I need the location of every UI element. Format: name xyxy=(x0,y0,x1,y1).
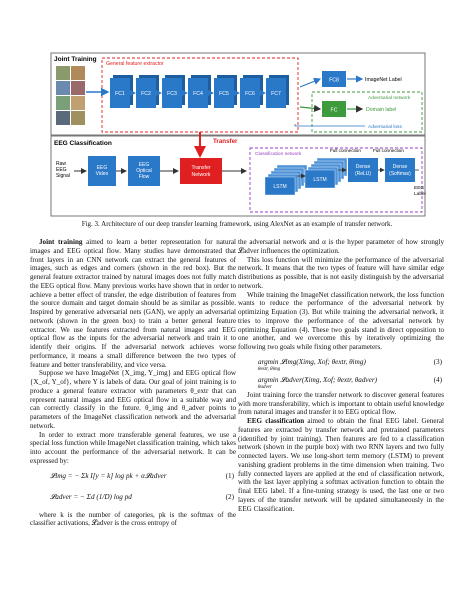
eeg-classification-paragraph xyxy=(238,417,444,513)
dense-relu-line2: (ReLU) xyxy=(354,171,372,177)
dense-relu-box xyxy=(348,158,378,182)
dense-softmax-line2: (Softmax) xyxy=(389,171,411,177)
fc-layer-fc3 xyxy=(162,75,187,108)
fc-layer-fc7 xyxy=(266,75,289,108)
equation-4-number: (4) xyxy=(433,375,442,384)
gfe-label: General feature extractor xyxy=(106,61,164,67)
joint-training-paragraph xyxy=(30,238,236,369)
svg-text:FC7: FC7 xyxy=(271,91,281,97)
fc-layer-fc5 xyxy=(214,75,239,108)
suppose-paragraph: Suppose we have ImageNet {X_img, Y_img} and EEG optical flow {X_of, Y_of}, where Y is labels of data. Our goal of joint training is to produce a general feature extractor with parameters θ_extr that can represent natural images and EEG optical flow in a suitable way and can correctly classify in the future. θ_img and θ_adver points to parameters of the ImageNet classification network and the adversarial network. xyxy=(30,369,236,430)
svg-text:FC5: FC5 xyxy=(219,91,229,97)
eeg-classification-label: EEG Classification xyxy=(54,140,112,147)
eeg-flow-line2: Optical xyxy=(136,168,152,174)
equation-1 xyxy=(30,469,236,487)
figure-caption: Fig. 3. Architecture of our deep transfer learning framework, using AlexNet as an example of transfer network. xyxy=(81,220,393,228)
svg-text:FC2: FC2 xyxy=(141,91,151,97)
where-paragraph: where k is the number of categories, pk is the softmax of the classifier activations, 𝓛adver is the cross entropy of xyxy=(30,510,236,528)
right-column xyxy=(238,238,444,513)
loss-intro-paragraph: In order to extract more transferable general features, we use a special loss function while ImageNet classification training, which takes into account the performance of the adversarial network. It can be expressed by: xyxy=(30,430,236,465)
equation-3-sub: θextr, θimg xyxy=(258,366,281,372)
architecture-figure xyxy=(50,52,426,217)
dense-softmax-line1: Dense xyxy=(392,164,408,170)
joint-training-label: Joint Training xyxy=(54,56,97,63)
fc-layer-fc4 xyxy=(188,75,213,108)
fc-layer-fc2 xyxy=(136,75,161,108)
fc-adversarial-label: FC xyxy=(330,107,338,114)
full-connection-label-2: Full connection xyxy=(373,148,404,153)
joint-training-force-paragraph: Joint training force the transfer network to discover general features with more transferability, which is important to obtain useful knowledge from natural images and transfer it to EEG optical flow. xyxy=(238,390,444,417)
equation-2 xyxy=(30,490,236,508)
transfer-network-box xyxy=(180,158,222,184)
eeg-classification-lead: EEG classification xyxy=(247,417,305,425)
raw-eeg-line1: Raw xyxy=(56,161,67,167)
lstm-block-1 xyxy=(265,165,307,195)
eeg-out-line2: Label xyxy=(414,192,426,197)
joint-training-text: aimed to learn a better representation for natural images and EEG optical flow. Many studies have demonstrated that front layers in an CNN network can extract the general features of images, such as edges and corners (shown in the red box). But the general feature extractor trained by natural images does not fully match the EEG optical flow. Many previous works have shown that in order to achieve a better effect of transfer, the edge distribution of features from the source domain and target domain should be as similar as possible. Inspired by generative adversarial nets (GAN), we apply an adversarial network (shown in the green box) to train a better general feature extractor. We use features extracted from natural images and EEG optical flow as the inputs for the adversarial network and train it to identify their origins. If the adversarial network achieves worse performance, it means a small difference between the two types of feature and better transferability, and vice versa. xyxy=(30,238,236,369)
fc-layer-stack xyxy=(110,75,289,108)
classification-network-label: Classification network xyxy=(255,152,302,157)
adversarial-hyperparam-paragraph: the adversarial network and α is the hyper parameter of how strongly 𝓛adver influences the optimization. xyxy=(238,238,444,255)
imagenet-label: ImageNet Label xyxy=(365,77,402,83)
eeg-video-line2: Video xyxy=(95,171,109,177)
eeg-out-line1: EEG xyxy=(414,186,425,191)
equation-3-number: (3) xyxy=(433,357,442,366)
transfer-label: Transfer xyxy=(213,138,238,145)
adversarial-network-label: Adversarial network xyxy=(368,96,411,101)
equation-3 xyxy=(238,355,444,370)
transfer-network-line2: Network xyxy=(191,172,211,178)
adversarial-loss-label: Adversarial loss xyxy=(368,125,402,130)
svg-text:FC3: FC3 xyxy=(167,91,177,97)
eeg-flow-line1: EEG xyxy=(138,162,150,168)
equation-4-body: argmin 𝓛adver(Ximg, Xof; θextr, θadver) xyxy=(258,375,378,384)
svg-text:FC1: FC1 xyxy=(115,91,125,97)
equation-2-body: 𝓛adver = − Σd (1/D) log pd xyxy=(50,492,132,501)
full-connection-label-1: Full connection xyxy=(330,148,361,153)
fc-layer-fc6 xyxy=(240,75,265,108)
equation-1-number: (1) xyxy=(225,471,234,480)
equation-4-sub: θadver xyxy=(258,384,272,390)
lstm-label-2: LSTM xyxy=(313,177,327,183)
equation-1-body: 𝓛img = − Σk I[y = k] log pk + α𝓛adver xyxy=(50,471,167,480)
eeg-video-line1: EEG xyxy=(96,165,108,171)
eeg-classification-text: aimed to obtain the final EEG label. General features are extracted by transfer network and pretrained parameters (identified by joint training). Then features are fed to a classification network (shown in the purple box) with two RNN layers and two fully connected layers. We use long-short term memory (LSTM) to prevent vanishing gradient problems in the time dimension when training. Two fully connected layers are applied at the end of classification network, with the last layer applying a softmax activation function to obtain the final EEG label. If a fine-tuning strategy is used, the last one or two layers of the transfer network will be updated simultaneously in the EEG Classification. xyxy=(238,417,444,513)
fc-layer-fc1 xyxy=(110,75,135,108)
iterative-opt-paragraph: While training the ImageNet classification network, the loss function wants to reduce the performance of the adversarial network by optimizing Equation (3). But while training the adversarial network, it tries to improve the performance of the adversarial network by optimizing Equation (4). These two goals stand in direct opposition to one another, and we overcome this by iteratively optimizing the following two goals while fixing other parameters. xyxy=(238,290,444,351)
fc8-label: FC8 xyxy=(329,77,339,84)
domain-label: Domain label xyxy=(366,107,397,113)
imagenet-thumbnails xyxy=(56,66,85,125)
dense-softmax-box xyxy=(385,158,415,182)
lstm-label-1: LSTM xyxy=(273,184,287,190)
loss-minimize-paragraph: This loss function will minimize the performance of the adversarial network. It means that the two types of feature will have similar edge distributions as possible, that is not easily distinguish by the adversarial network. xyxy=(238,255,444,290)
raw-eeg-line2: EEG xyxy=(56,167,67,173)
equation-3-body: argmin 𝓛img(Ximg, Xof; θextr, θimg) xyxy=(258,357,366,366)
raw-eeg-line3: Signal xyxy=(56,173,70,179)
eeg-flow-line3: Flow xyxy=(138,174,150,180)
transfer-network-line1: Transfer xyxy=(191,165,211,171)
svg-text:FC6: FC6 xyxy=(245,91,255,97)
equation-4 xyxy=(238,373,444,388)
dense-relu-line1: Dense xyxy=(355,164,371,170)
lstm-block-2 xyxy=(305,158,347,188)
joint-training-lead: Joint training xyxy=(39,238,83,246)
svg-text:FC4: FC4 xyxy=(193,91,203,97)
left-column xyxy=(30,238,236,528)
equation-2-number: (2) xyxy=(225,492,234,501)
